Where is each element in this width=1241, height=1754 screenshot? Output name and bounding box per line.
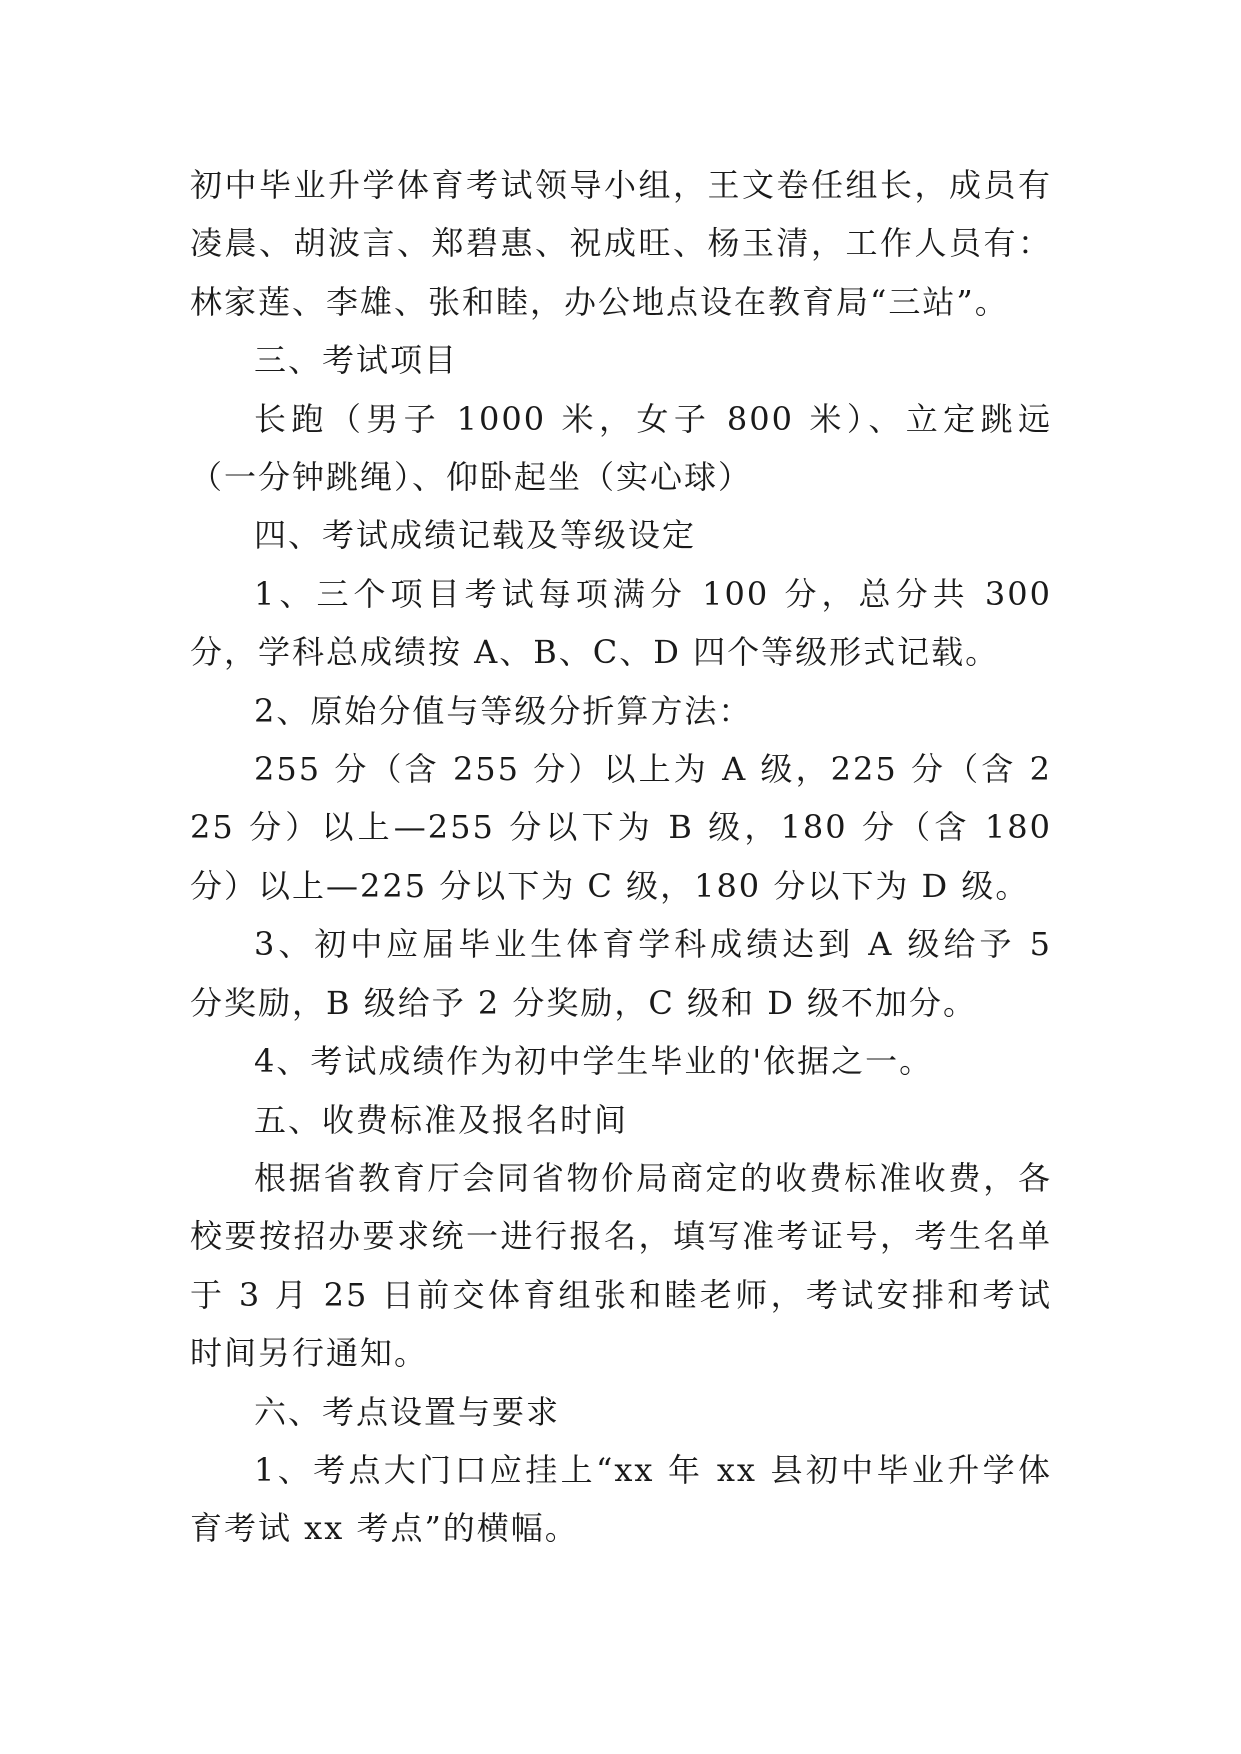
paragraph-score-rule-4: 4、考试成绩作为初中学生毕业的'依据之一。 [254, 1042, 934, 1081]
heading-score-grading: 四、考试成绩记载及等级设定 [254, 516, 697, 555]
paragraph-score-rule-2: 2、原始分值与等级分折算方法： [254, 691, 753, 730]
paragraph-fees-registration: 根据省教育厅会同省物价局商定的收费标准收费，各校要按招办要求统一进行报名，填写准考证号，考生名单于 3 月 25 日前交体育组张和睦老师，考试安排和考试时间另行通知。 [190, 1158, 1052, 1373]
heading-exam-sites: 六、考点设置与要求 [254, 1392, 561, 1431]
paragraph-exam-site-rule-1: 1、考点大门口应挂上“xx 年 xx 县初中毕业升学体育考试 xx 考点”的横幅。 [190, 1450, 1052, 1548]
paragraph-leadership-group: 初中毕业升学体育考试领导小组，王文卷任组长，成员有凌晨、胡波言、郑碧惠、祝成旺、杨玉清，工作人员有：林家莲、李雄、张和睦，办公地点设在教育局“三站”。 [190, 166, 1052, 321]
paragraph-exam-items: 长跑（男子 1000 米，女子 800 米）、立定跳远（一分钟跳绳）、仰卧起坐（实心球） [190, 399, 1052, 497]
paragraph-grade-thresholds: 255 分（含 255 分）以上为 A 级，225 分（含 225 分）以上—255 分以下为 B 级，180 分（含 180 分）以上—225 分以下为 C 级，180 分以下为 D 级。 [190, 750, 1052, 905]
heading-exam-items: 三、考试项目 [254, 341, 459, 380]
document-page [190, 156, 1052, 1558]
paragraph-score-rule-3: 3、初中应届毕业生体育学科成绩达到 A 级给予 5 分奖励，B 级给予 2 分奖励，C 级和 D 级不加分。 [190, 925, 1052, 1022]
heading-fees-registration: 五、收费标准及报名时间 [254, 1100, 629, 1139]
paragraph-score-rule-1: 1、三个项目考试每项满分 100 分，总分共 300 分，学科总成绩按 A、B、C、D 四个等级形式记载。 [190, 574, 1052, 672]
